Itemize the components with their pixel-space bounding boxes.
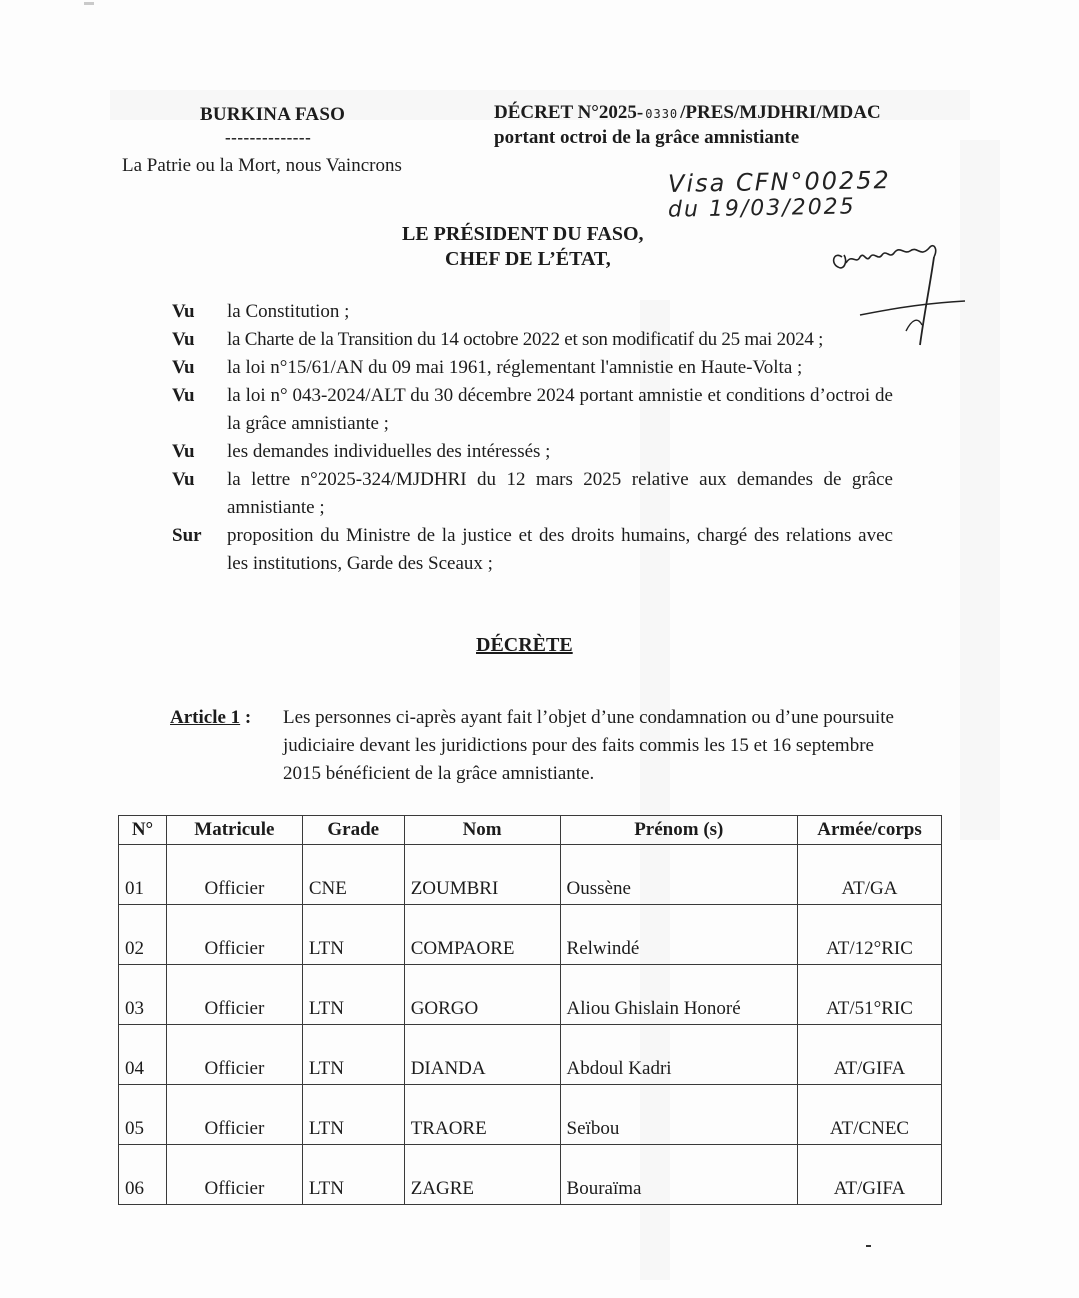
cell-nom: ZOUMBRI <box>404 845 560 905</box>
visa-text: les demandes individuelles des intéressés ; <box>227 441 551 462</box>
visa-keyword: Vu <box>172 441 195 462</box>
cell-matricule: Officier <box>166 1085 302 1145</box>
cell-prenom: Abdoul Kadri <box>560 1025 798 1085</box>
authority-title: LE PRÉSIDENT DU FASO, <box>402 223 644 245</box>
decree-prefix: DÉCRET N°2025- <box>494 102 644 123</box>
decree-subject: portant octroi de la grâce amnistiante <box>494 127 800 148</box>
cell-nom: COMPAORE <box>404 905 560 965</box>
visa-text: la lettre n°2025-324/MJDHRI du 12 mars 2025 relative aux demandes de grâce amnistiante ; <box>227 469 893 518</box>
cell-prenom: Bouraïma <box>560 1145 798 1205</box>
visa-text: proposition du Ministre de la justice et des droits humains, chargé des relations avec les institutions, Garde des Sceaux ; <box>227 525 893 574</box>
cell-number: 06 <box>119 1145 167 1205</box>
visa-keyword: Vu <box>172 329 195 350</box>
column-header-matricule: Matricule <box>166 816 302 845</box>
article-1 <box>170 704 900 788</box>
table-header-row <box>119 816 942 845</box>
article-label <box>170 704 283 788</box>
visa-keyword: Vu <box>172 385 195 406</box>
decree-title <box>494 102 881 124</box>
cell-armee-corps: AT/12°RIC <box>798 905 942 965</box>
cell-matricule: Officier <box>166 845 302 905</box>
article-label-text: Article 1 <box>170 707 241 728</box>
visa-text: la loi n°15/61/AN du 09 mai 1961, réglementant l'amnistie en Haute-Volta ; <box>227 357 803 378</box>
cell-matricule: Officier <box>166 965 302 1025</box>
cell-matricule: Officier <box>166 905 302 965</box>
cell-prenom: Seïbou <box>560 1085 798 1145</box>
visa-keyword: Vu <box>172 357 195 378</box>
cell-number: 05 <box>119 1085 167 1145</box>
handwritten-visa-date: du 19/03/2025 <box>667 194 856 223</box>
table-row <box>119 1085 942 1145</box>
cell-grade: LTN <box>302 1145 404 1205</box>
visa-list <box>172 298 932 578</box>
cell-armee-corps: AT/GIFA <box>798 1145 942 1205</box>
cell-prenom: Relwindé <box>560 905 798 965</box>
cell-grade: CNE <box>302 845 404 905</box>
visa-keyword: Vu <box>172 469 195 490</box>
visa-item <box>172 382 932 438</box>
column-header-armee-corps: Armée/corps <box>798 816 942 845</box>
visa-item <box>172 466 932 522</box>
cell-armee-corps: AT/GIFA <box>798 1025 942 1085</box>
cell-number: 02 <box>119 905 167 965</box>
cell-number: 03 <box>119 965 167 1025</box>
decree-suffix: /PRES/MJDHRI/MDAC <box>680 102 881 123</box>
table-row <box>119 905 942 965</box>
header-separator: -------------- <box>225 128 312 147</box>
beneficiaries-table <box>118 815 942 1205</box>
visa-text: la loi n° 043-2024/ALT du 30 décembre 2024 portant amnistie et conditions d’octroi de la grâce amnistiante ; <box>227 385 893 434</box>
table-row <box>119 845 942 905</box>
cell-armee-corps: AT/CNEC <box>798 1085 942 1145</box>
table-row <box>119 965 942 1025</box>
national-motto: La Patrie ou la Mort, nous Vaincrons <box>122 155 402 176</box>
article-colon: : <box>240 707 252 728</box>
cell-grade: LTN <box>302 1085 404 1145</box>
cell-nom: TRAORE <box>404 1085 560 1145</box>
scan-speck <box>866 1245 871 1247</box>
table-row <box>119 1145 942 1205</box>
cell-matricule: Officier <box>166 1025 302 1085</box>
visa-item <box>172 354 932 382</box>
cell-prenom: Aliou Ghislain Honoré <box>560 965 798 1025</box>
column-header-nom: Nom <box>404 816 560 845</box>
cell-nom: ZAGRE <box>404 1145 560 1205</box>
visa-keyword: Sur <box>172 525 202 546</box>
cell-grade: LTN <box>302 965 404 1025</box>
country-name: BURKINA FASO <box>200 104 346 125</box>
visa-keyword: Vu <box>172 301 195 322</box>
cell-number: 04 <box>119 1025 167 1085</box>
column-header-grade: Grade <box>302 816 404 845</box>
column-header-number: N° <box>119 816 167 845</box>
authority-subtitle: CHEF DE L’ÉTAT, <box>445 248 611 270</box>
table-row <box>119 1025 942 1085</box>
cell-grade: LTN <box>302 905 404 965</box>
cell-prenom: Oussène <box>560 845 798 905</box>
handwritten-visa-number: Visa CFN°00252 <box>667 166 892 198</box>
cell-number: 01 <box>119 845 167 905</box>
cell-armee-corps: AT/GA <box>798 845 942 905</box>
decrete-heading: DÉCRÈTE <box>476 634 573 656</box>
decree-number: 0330 <box>645 107 679 121</box>
cell-nom: GORGO <box>404 965 560 1025</box>
cell-nom: DIANDA <box>404 1025 560 1085</box>
visa-item <box>172 298 932 326</box>
visa-text: la Charte de la Transition du 14 octobre 2022 et son modificatif du 25 mai 2024 ; <box>227 329 824 350</box>
cell-grade: LTN <box>302 1025 404 1085</box>
cell-armee-corps: AT/51°RIC <box>798 965 942 1025</box>
visa-item <box>172 522 932 578</box>
cell-matricule: Officier <box>166 1145 302 1205</box>
visa-text: la Constitution ; <box>227 301 350 322</box>
scan-speck <box>84 2 94 5</box>
article-text: Les personnes ci-après ayant fait l’objet d’une condamnation ou d’une poursuite judiciaire devant les juridictions pour des faits commis les 15 et 16 septembre 2015 bénéficient de la grâce amnistiante. <box>283 707 894 784</box>
visa-item <box>172 326 932 354</box>
column-header-prenom: Prénom (s) <box>560 816 798 845</box>
visa-item <box>172 438 932 466</box>
